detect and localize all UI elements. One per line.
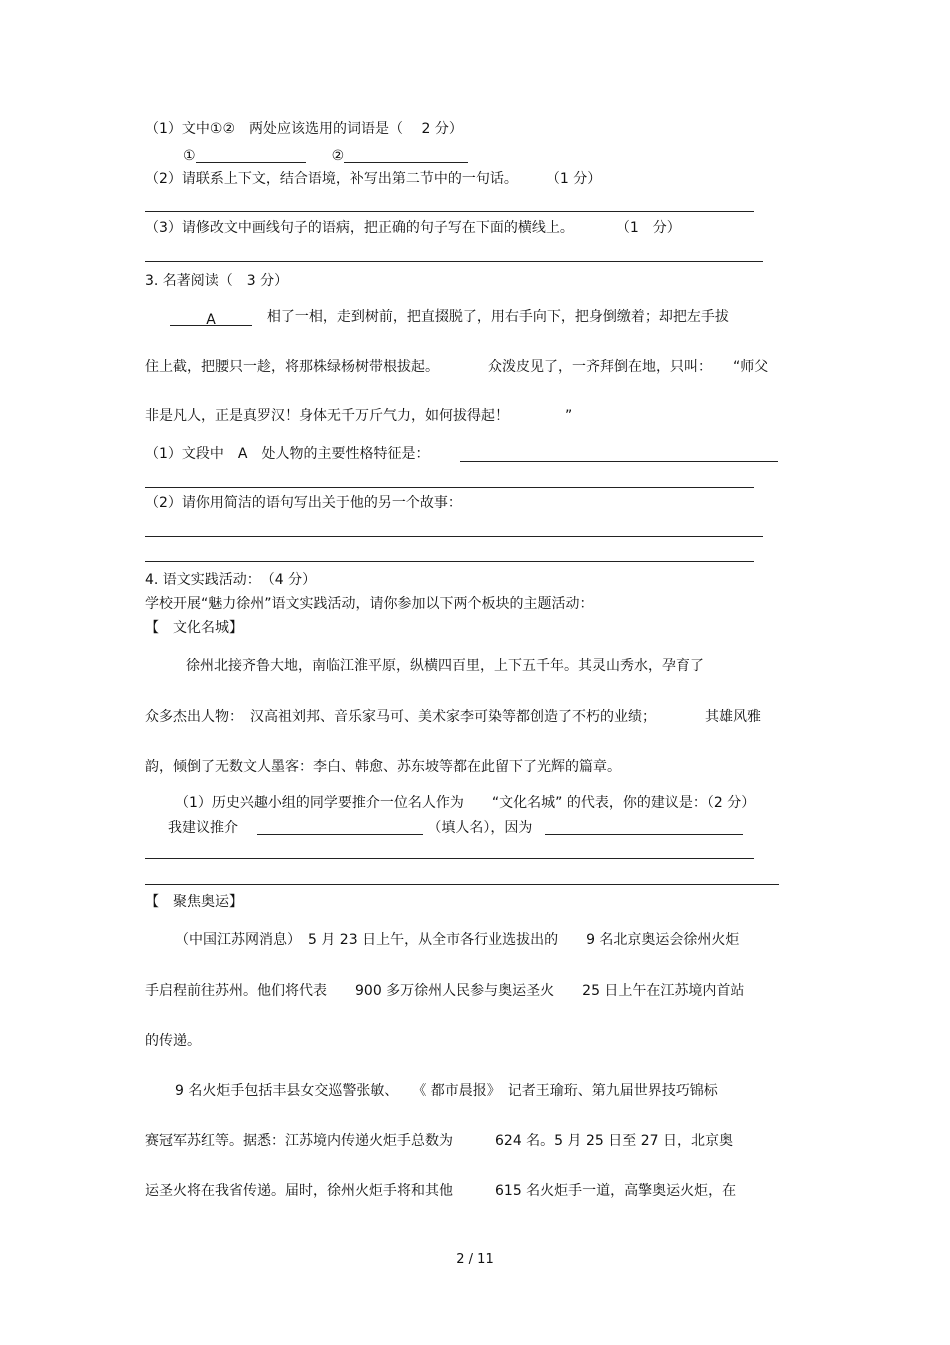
q3-title: 3. 名著阅读（ 3 分） [145,273,289,289]
q4-fill-name: （填人名），因为 [427,820,533,836]
answer-line[interactable] [145,884,779,885]
q4-sec2-p2: 手启程前往苏州。他们将代表 900 多万徐州人民参与奥运圣火 25 日上午在江苏境内首站 [145,983,745,999]
q3-para3: 非是凡人，正是真罗汉！身体无千万斤气力，如何拔得起！ ” [145,408,573,424]
q4-sec1-p1: 徐州北接齐鲁大地，南临江淮平原，纵横四百里，上下五千年。其灵山秀水，孕育了 [186,658,704,674]
q4-suggest-label: 我建议推介 [168,820,238,836]
q4-name-blank[interactable] [257,820,423,835]
q4-sub1: （1）历史兴趣小组的同学要推介一位名人作为 “文化名城” 的代表，你的建议是：（2 分） [175,795,756,811]
answer-line[interactable] [145,487,754,488]
q4-sec2-p5: 赛冠军苏红等。据悉：江苏境内传递火炬手总数为 624 名。5 月 25 日至 27 日，北京奥 [145,1133,733,1149]
page-number: 2 / 11 [456,1252,494,1267]
q2-blank1[interactable] [196,148,306,163]
q4-sec2-p4: 9 名火炬手包括丰县女交巡警张敏、 《 都市晨报》 记者王瑜珩、第九届世界技巧锦标 [175,1083,718,1099]
q4-reason-blank[interactable] [545,820,743,835]
q4-sec1-p3: 韵，倾倒了无数文人墨客：李白、韩愈、苏东坡等都在此留下了光辉的篇章。 [145,759,621,775]
answer-line[interactable] [145,858,754,859]
q2-answer-line [183,147,468,165]
q3-sub1: （1）文段中 A 处人物的主要性格特征是： [145,446,430,462]
answer-line[interactable] [145,261,763,262]
q4-sec2-p3: 的传递。 [145,1033,201,1049]
q4-sec2-p1: （中国江苏网消息） 5 月 23 日上午，从全市各行业选拔出的 9 名北京奥运会徐州火炬 [175,932,740,948]
q4-sec1-p2: 众多杰出人物： 汉高祖刘邦、音乐家马可、美术家李可染等都创造了不朽的业绩； 其雄风雅 [145,709,761,725]
q3-para1: 相了一相，走到树前，把直掇脱了，用右手向下，把身倒缴着；却把左手拔 [266,309,729,325]
q2-sub3: （3）请修改文中画线句子的语病，把正确的句子写在下面的横线上。 （1 分） [145,220,681,236]
q4-sec1-title: 【 文化名城】 [145,620,243,636]
answer-line[interactable] [145,536,763,537]
q4-suggest-line [168,819,743,837]
q4-sec2-p6: 运圣火将在我省传递。届时，徐州火炬手将和其他 615 名火炬手一道，高擎奥运火炬，在 [145,1183,737,1199]
answer-line[interactable] [145,211,754,212]
q2-sub1: （1）文中①② 两处应该选用的词语是（ 2 分） [145,121,463,137]
q4-title: 4. 语文实践活动： （4 分） [145,572,317,588]
q2-blank2[interactable] [344,148,468,163]
q2-mark1: ① [183,148,196,164]
answer-line[interactable] [145,561,754,562]
q3-para2: 住上截，把腰只一趁，将那株绿杨树带根拔起。 众泼皮见了，一齐拜倒在地，只叫： “师父 [145,359,769,375]
q2-mark2: ② [331,148,345,164]
answer-line[interactable] [460,461,778,462]
q3-para1-line [170,308,729,326]
q2-sub2: （2）请联系上下文，结合语境，补写出第二节中的一句话。 （1 分） [145,171,602,187]
q3-blank-a: A [170,311,252,326]
q3-sub2: （2）请你用简洁的语句写出关于他的另一个故事： [145,495,462,511]
q4-sec2-title: 【 聚焦奥运】 [145,894,243,910]
q4-intro: 学校开展“魅力徐州”语文实践活动，请你参加以下两个板块的主题活动： [145,596,594,612]
